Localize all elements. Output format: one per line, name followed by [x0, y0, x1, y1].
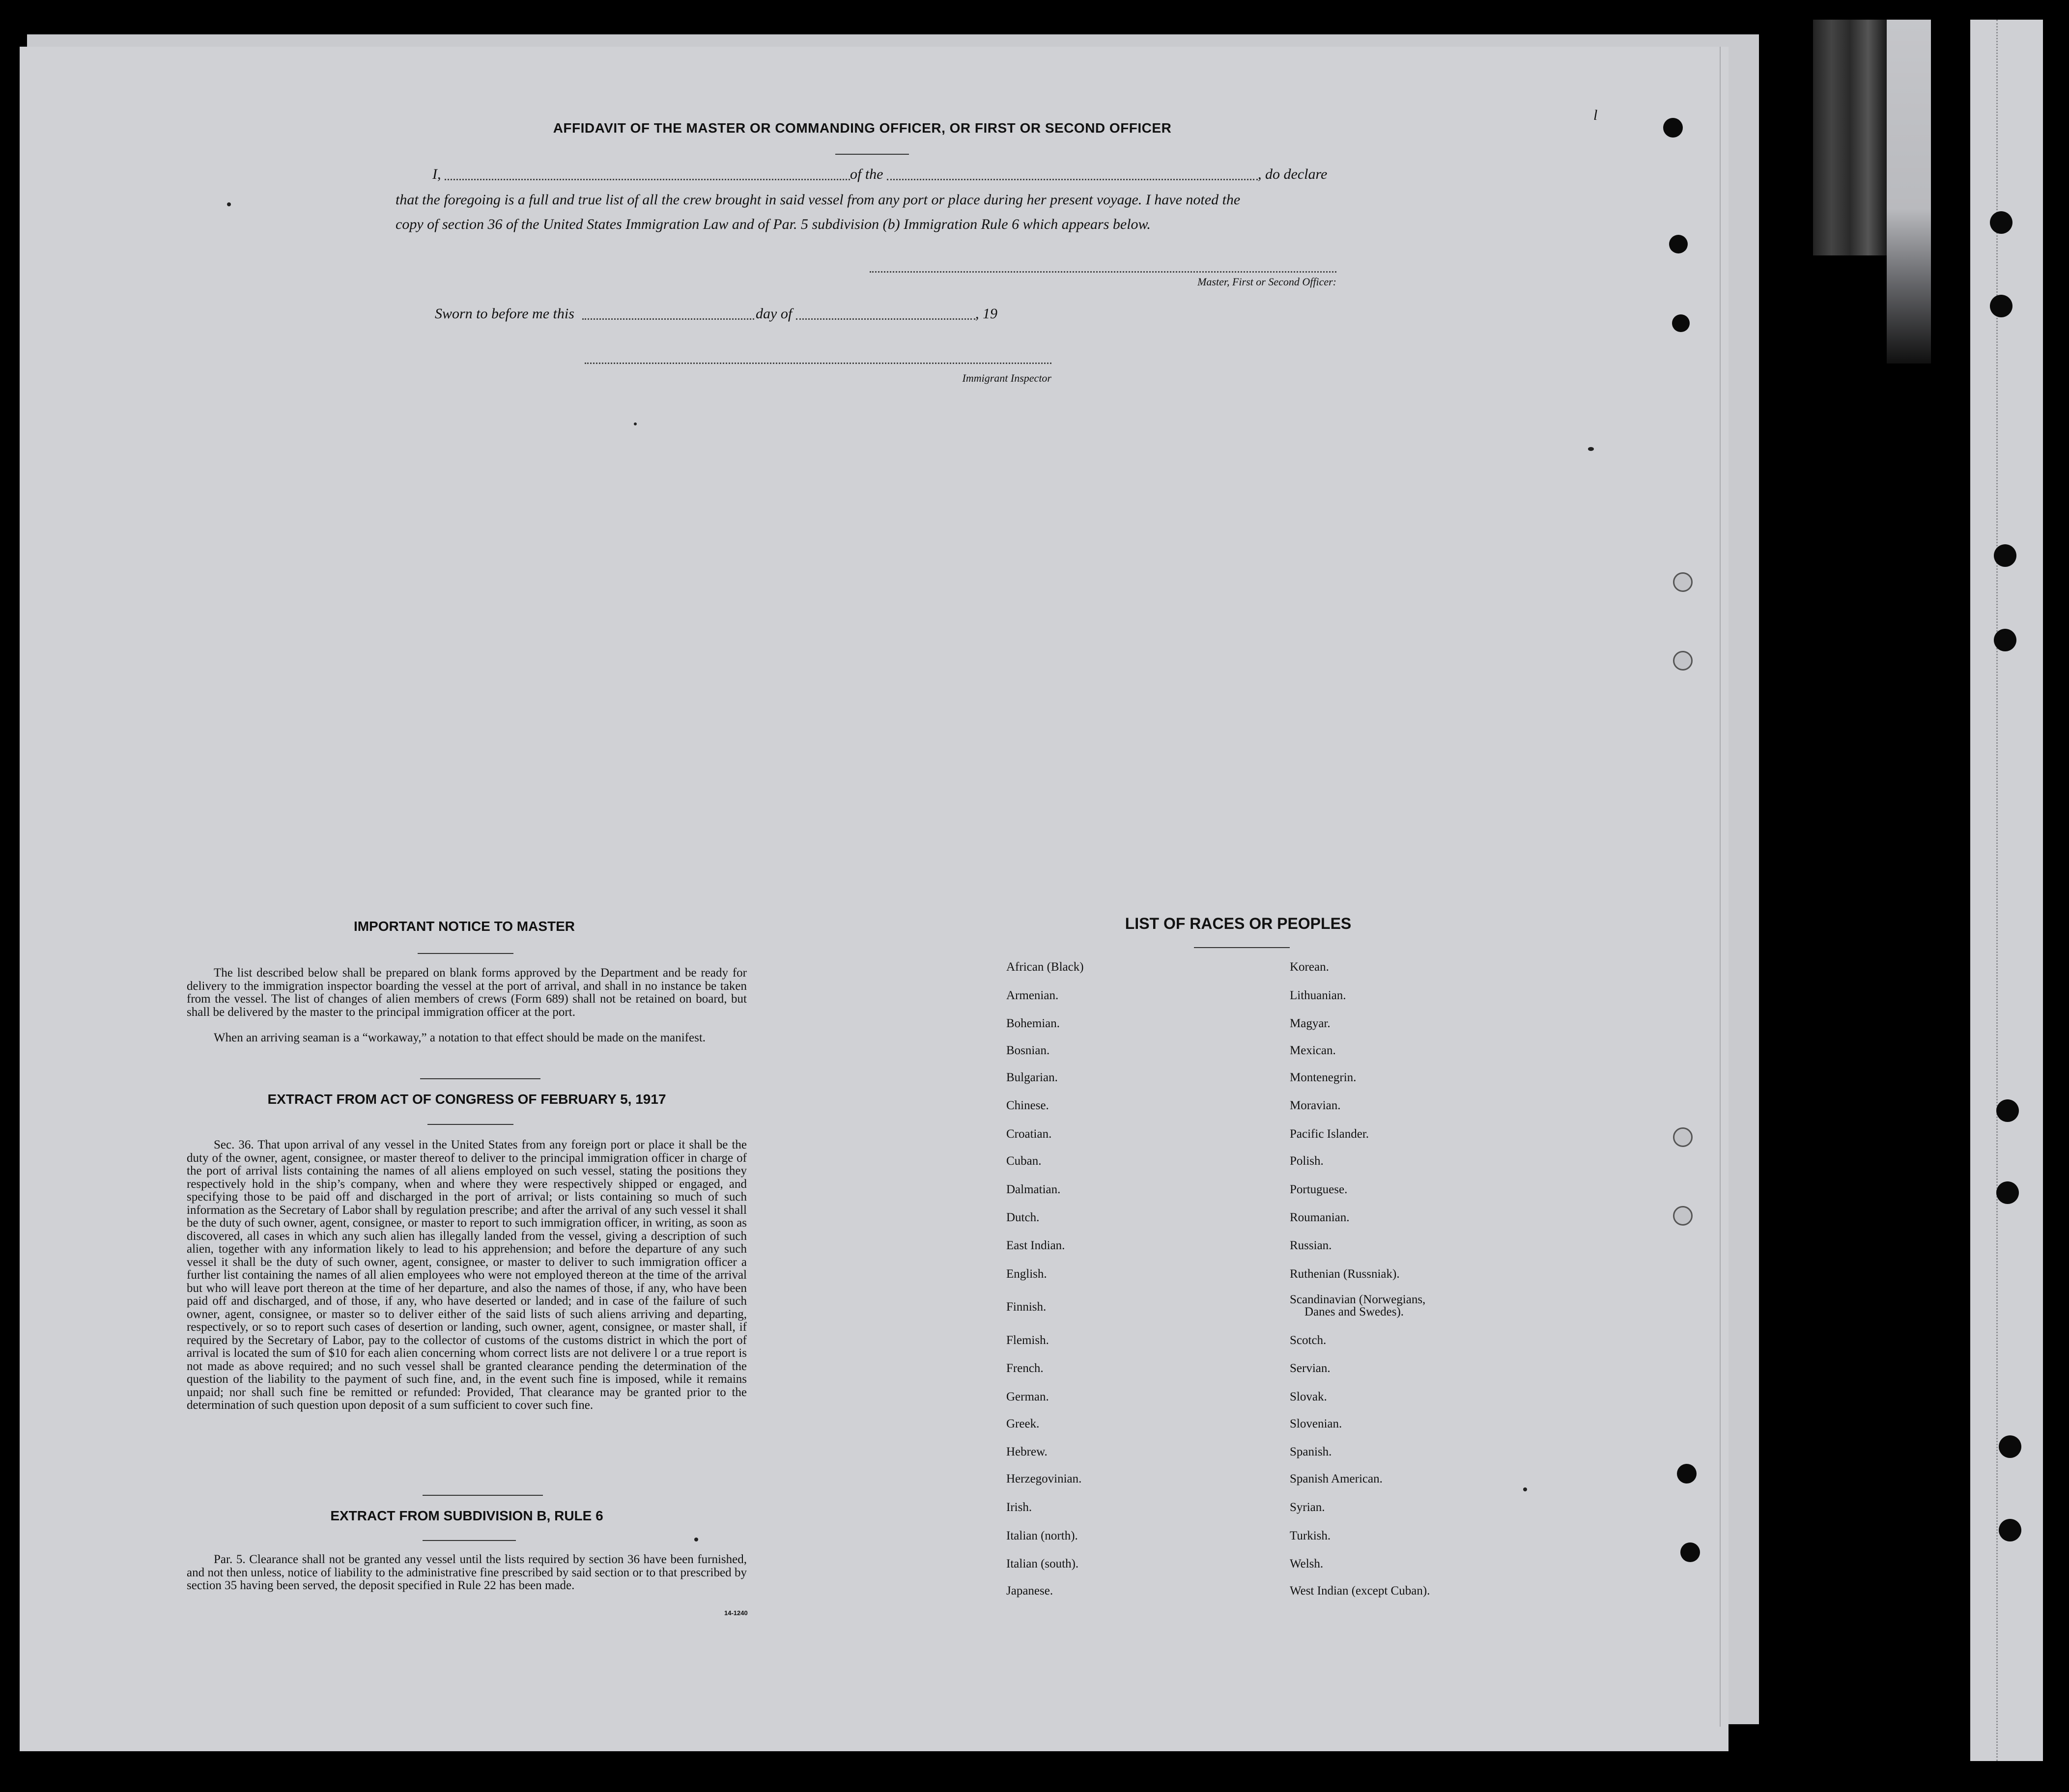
speck — [1523, 1487, 1527, 1491]
margin-strip — [1970, 20, 2043, 1761]
race-item: West Indian (except Cuban). — [1290, 1584, 1430, 1597]
title-rule — [835, 154, 909, 155]
sworn-start: Sworn to before me this — [435, 306, 574, 322]
speck — [227, 202, 231, 206]
document-page — [20, 47, 1729, 1751]
race-item: Pacific Islander. — [1290, 1127, 1369, 1141]
page-edge — [1720, 47, 1721, 1727]
race-item: Mexican. — [1290, 1044, 1336, 1057]
declaration-line-2: that the foregoing is a full and true list of all the crew brought in said vessel from any port or place during her present voyage. I have noted the — [396, 192, 1241, 208]
race-item: Russian. — [1290, 1239, 1332, 1252]
punch-hole-open — [1673, 1127, 1693, 1147]
notice-paragraph-2: When an arriving seaman is a “workaway,” a notation to that effect should be made on the manifest. — [214, 1031, 706, 1044]
act-section-36: Sec. 36. That upon arrival of any vessel in the United States from any foreign port or place it shall be the duty of the owner, agent, consignee, or master thereof to deliver to the principal immigration officer in charge of the port of arrival lists containing the names of all aliens employed on such vessel, stating the positions they respectively hold in the ship’s company, when and where they were respectively shipped or engaged, and specifying those to be paid off and discharged in the port of arrival; or lists containing so much of such information as the Secretary of Labor shall by regulation prescribe; and after the arrival of any such vessel it shall be the duty of such owner, agent, consignee, or master to report to such immigration officer, in writing, as soon as discovered, all cases in which any such alien has illegally landed from the vessel, giving a description of such alien, together with any information likely to lead to his apprehension; and before the departure of any such vessel it shall be the duty of such owner, agent, consignee, or master to deliver to such immigration officer a further list containing the names of all alien employees who were not employed thereon at the time of the arrival but who will leave port thereon at the time of her departure, and also the names of those, if any, who have been paid off and discharged, and of those, if any, who have deserted or landed; and in case of the failure of such owner, agent, consignee, or master so to deliver either of the said lists of such aliens arriving and departing, respectively, or so to report such cases of desertion or landing, such owner, agent, consignee, or master shall, if required by the Secretary of Labor, pay to the collector of customs of the customs district in which the port of arrival is located the sum of $10 for each alien concerning whom correct lists are not delivere l or a true report is not made as above required; and no such vessel shall be granted clearance pending the determination of the question of the liability to the payment of such fine, and, in the event such fine is imposed, while it remains unpaid; nor shall such fine be remitted or refunded: Provided, That clearance may be granted prior to the determination of such question upon deposit of a sum sufficient to cover such fine. — [187, 1138, 747, 1412]
punch-hole-open — [1673, 1206, 1693, 1226]
race-item: Ruthenian (Russniak). — [1290, 1267, 1400, 1281]
declaration-line-3: copy of section 36 of the United States Immigration Law and of Par. 5 subdivision (b) Immigration Rule 6 which appears below. — [396, 216, 1151, 232]
race-item: Cuban. — [1006, 1154, 1042, 1168]
punch-hole-open — [1673, 651, 1693, 671]
form-number: 14-1240 — [724, 1609, 748, 1617]
punch-hole — [1680, 1542, 1700, 1562]
punch-hole — [1999, 1435, 2021, 1458]
race-item: Servian. — [1290, 1362, 1331, 1375]
name-blank[interactable] — [445, 179, 850, 180]
race-item: Moravian. — [1290, 1099, 1341, 1112]
race-item: Bulgarian. — [1006, 1071, 1058, 1084]
race-item: Korean. — [1290, 960, 1329, 974]
speck — [1588, 447, 1594, 451]
race-item: Bohemian. — [1006, 1017, 1060, 1030]
punch-hole — [1669, 235, 1688, 253]
sworn-day-of: day of — [756, 306, 793, 322]
binding-strip-edge — [1887, 20, 1931, 364]
punch-hole — [1996, 1181, 2019, 1204]
race-item: Dutch. — [1006, 1211, 1040, 1224]
rule-paragraph-5: Par. 5. Clearance shall not be granted any vessel until the lists required by section 36 have been furnished, and not then unless, notice of liability to the administrative fine prescribed by said section or to that prescribed by section 35 having been served, the deposit specified in Rule 22 has been made. — [187, 1553, 747, 1592]
race-item: Montenegrin. — [1290, 1071, 1357, 1084]
declaration-start: I, — [432, 166, 441, 182]
race-item-continuation: Danes and Swedes). — [1304, 1305, 1404, 1318]
speck — [694, 1538, 698, 1541]
race-item: Slovenian. — [1290, 1417, 1342, 1430]
race-item: Portuguese. — [1290, 1183, 1348, 1196]
sworn-month-blank[interactable] — [796, 318, 975, 320]
race-item: Greek. — [1006, 1417, 1040, 1430]
master-signature-line[interactable] — [870, 271, 1336, 273]
rule-bottom-rule — [423, 1540, 516, 1541]
race-item: Chinese. — [1006, 1099, 1049, 1112]
race-item: Spanish American. — [1290, 1472, 1383, 1485]
binding-strip — [1813, 20, 1887, 255]
race-item: Syrian. — [1290, 1501, 1325, 1514]
affidavit-title: AFFIDAVIT OF THE MASTER OR COMMANDING OFFICER, OR FIRST OR SECOND OFFICER — [553, 120, 1172, 136]
race-item: Bosnian. — [1006, 1044, 1050, 1057]
declaration-of-the: of the — [850, 166, 883, 182]
race-item: Herzegovinian. — [1006, 1472, 1082, 1485]
race-item: Lithuanian. — [1290, 989, 1346, 1002]
punch-hole — [1672, 314, 1690, 332]
inspector-caption: Immigrant Inspector — [962, 372, 1051, 384]
act-bottom-rule — [427, 1124, 513, 1125]
act-heading: EXTRACT FROM ACT OF CONGRESS OF FEBRUARY 5, 1917 — [267, 1092, 666, 1107]
race-item: Magyar. — [1290, 1017, 1331, 1030]
race-item: Polish. — [1290, 1154, 1324, 1168]
punch-hole — [1990, 211, 2012, 234]
race-item: Turkish. — [1290, 1529, 1331, 1542]
race-item: African (Black) — [1006, 960, 1084, 974]
master-caption: Master, First or Second Officer: — [1197, 276, 1336, 288]
notice-rule — [418, 953, 513, 954]
punch-hole-open — [1673, 572, 1693, 592]
race-item: French. — [1006, 1362, 1044, 1375]
punch-hole — [1990, 295, 2012, 317]
act-top-rule — [420, 1078, 540, 1079]
notice-paragraph-1: The list described below shall be prepared on blank forms approved by the Department and be ready for delivery to the immigration inspector boarding the vessel at the port of arrival, and shall in no instance be taken from the vessel. The list of changes of alien members of crews (Form 689) shall not be retained on board, but shall be delivered by the master to the principal immigration officer at the port. — [187, 966, 747, 1019]
race-item: Italian (south). — [1006, 1557, 1079, 1570]
race-item: Scandinavian (Norwegians, — [1290, 1293, 1426, 1306]
race-item: English. — [1006, 1267, 1047, 1281]
page-mark: l — [1593, 107, 1598, 123]
race-item: Scotch. — [1290, 1334, 1327, 1347]
vessel-blank[interactable] — [887, 179, 1258, 180]
race-item: Hebrew. — [1006, 1445, 1048, 1458]
notice-heading: IMPORTANT NOTICE TO MASTER — [353, 919, 575, 934]
race-item: Roumanian. — [1290, 1211, 1350, 1224]
sworn-year: , 19 — [975, 306, 997, 322]
race-item: Dalmatian. — [1006, 1183, 1061, 1196]
races-rule — [1194, 947, 1290, 948]
race-item: Welsh. — [1290, 1557, 1324, 1570]
race-item: Armenian. — [1006, 989, 1059, 1002]
race-item: Spanish. — [1290, 1445, 1332, 1458]
race-item: Japanese. — [1006, 1584, 1053, 1597]
inspector-signature-line[interactable] — [585, 363, 1051, 364]
punch-hole — [1994, 544, 2016, 567]
race-item: East Indian. — [1006, 1239, 1065, 1252]
punch-hole — [1677, 1464, 1697, 1484]
punch-hole — [1996, 1099, 2019, 1122]
rule-heading: EXTRACT FROM SUBDIVISION B, RULE 6 — [330, 1508, 603, 1523]
rule-top-rule — [423, 1495, 543, 1496]
race-item: Irish. — [1006, 1501, 1032, 1514]
race-item: Finnish. — [1006, 1300, 1047, 1314]
punch-hole — [1994, 629, 2016, 651]
margin-strip-perforation — [1996, 20, 1999, 1761]
race-item: Italian (north). — [1006, 1529, 1078, 1542]
punch-hole — [1663, 118, 1683, 138]
race-item: Flemish. — [1006, 1334, 1049, 1347]
race-item: Croatian. — [1006, 1127, 1052, 1141]
races-title: LIST OF RACES OR PEOPLES — [1125, 915, 1352, 932]
declaration-end: , do declare — [1258, 166, 1328, 182]
race-item: German. — [1006, 1390, 1049, 1403]
race-item: Slovak. — [1290, 1390, 1327, 1403]
speck — [634, 422, 637, 425]
sworn-day-blank[interactable] — [582, 318, 754, 320]
punch-hole — [1999, 1519, 2021, 1541]
